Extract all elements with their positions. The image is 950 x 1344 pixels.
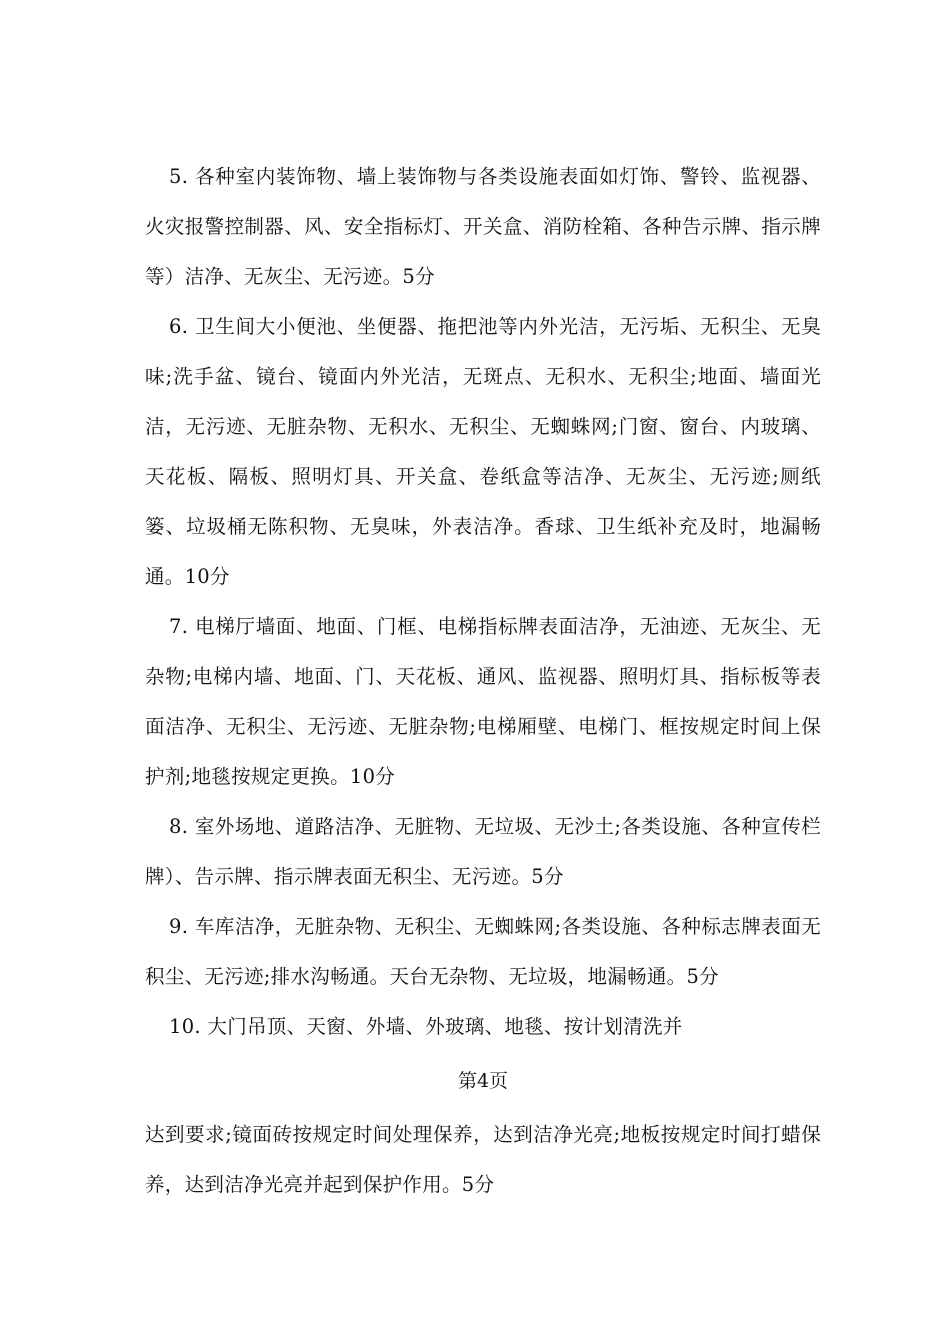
document-page: [145, 152, 821, 1210]
continuation-paragraph: 达到要求;镜面砖按规定时间处理保养，达到洁净光亮;地板按规定时间打蜡保养，达到洁净光亮并起到保护作用。5分: [145, 1123, 821, 1196]
paragraph-item-5: 5. 各种室内装饰物、墙上装饰物与各类设施表面如灯饰、警铃、监视器、火灾报警控制器、风、安全指标灯、开关盒、消防栓箱、各种告示牌、指示牌等）洁净、无灰尘、无污迹。5分: [145, 165, 821, 288]
paragraph-item-7: 7. 电梯厅墙面、地面、门框、电梯指标牌表面洁净，无油迹、无灰尘、无杂物;电梯内墙、地面、门、天花板、通风、监视器、照明灯具、指标板等表面洁净、无积尘、无污迹、无脏杂物;电梯厢壁、电梯门、框按规定时间上保护剂;地毯按规定更换。10分: [145, 615, 821, 788]
paragraph-item-10: 10. 大门吊顶、天窗、外墙、外玻璃、地毯、按计划清洗并: [169, 1015, 683, 1038]
paragraph-item-8: 8. 室外场地、道路洁净、无脏物、无垃圾、无沙土;各类设施、各种宣传栏牌）、告示牌、指示牌表面无积尘、无污迹。5分: [145, 815, 821, 888]
paragraph-item-9: 9. 车库洁净，无脏杂物、无积尘、无蜘蛛网;各类设施、各种标志牌表面无积尘、无污迹;排水沟畅通。天台无杂物、无垃圾，地漏畅通。5分: [145, 915, 821, 988]
paragraph-item-6: 6. 卫生间大小便池、坐便器、拖把池等内外光洁，无污垢、无积尘、无臭味;洗手盆、镜台、镜面内外光洁，无斑点、无积水、无积尘;地面、墙面光洁，无污迹、无脏杂物、无积水、无积尘、无蜘蛛网;门窗、窗台、内玻璃、天花板、隔板、照明灯具、开关盒、卷纸盒等洁净、无灰尘、无污迹;厕纸篓、垃圾桶无陈积物、无臭味，外表洁净。香球、卫生纸补充及时，地漏畅通。10分: [145, 315, 821, 588]
page-number: 第4页: [457, 1070, 509, 1092]
